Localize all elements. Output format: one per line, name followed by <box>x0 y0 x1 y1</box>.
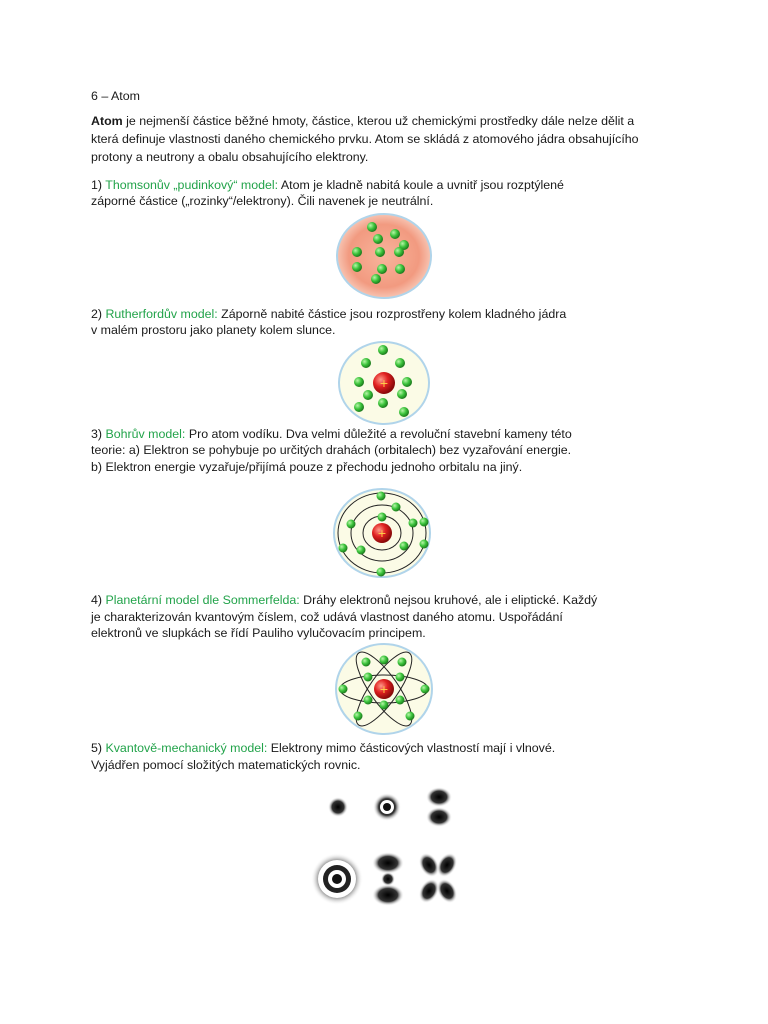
model-4-number: 4) <box>91 593 106 607</box>
intro-line-2: která definuje vlastnosti daného chemického prvku. Atom se skládá z atomového jádra obsahujícího <box>91 132 639 146</box>
orbital-density-figure <box>305 785 475 927</box>
bohr-model-figure <box>331 486 435 580</box>
model-1-line-1 <box>91 177 564 194</box>
model-1-name: Thomsonův „pudinkový“ model: <box>105 178 279 192</box>
model-5-name: Kvantově-mechanický model: <box>105 741 268 755</box>
model-2-line-2: v malém prostoru jako planety kolem slunce. <box>91 323 336 337</box>
model-4-text-1: Dráhy elektronů nejsou kruhové, ale i eliptické. Každý <box>299 593 598 607</box>
sommerfeld-model-figure <box>333 642 437 738</box>
intro-line-3: protony a neutrony a obalu obsahujícího elektrony. <box>91 150 369 164</box>
intro-line-1 <box>91 113 634 130</box>
orbital-2pz <box>426 787 452 827</box>
orbital-3d <box>415 849 462 907</box>
model-3-line-1 <box>91 426 572 443</box>
orbital-3s <box>311 853 363 905</box>
model-5-text-1: Elektrony mimo částicových vlastností mají i vlnové. <box>267 741 556 755</box>
model-3-line-3: b) Elektron energie vyzařuje/přijímá pouze z přechodu jednoho orbitalu na jiný. <box>91 460 523 474</box>
rutherford-model-figure <box>336 339 432 427</box>
intro-term: Atom <box>91 114 123 128</box>
model-5-number: 5) <box>91 741 106 755</box>
orbital-3p <box>372 852 404 906</box>
model-2-name: Rutherfordův model: <box>105 307 218 321</box>
intro-text-1: je nejmenší částice běžné hmoty, částice, kterou už chemickými prostředky dále nelze dělit a <box>122 114 635 128</box>
model-3-text-1: Pro atom vodíku. Dva velmi důležité a revoluční stavební kameny této <box>185 427 572 441</box>
model-1-number: 1) <box>91 178 106 192</box>
model-5-line-2: Vyjádřen pomocí složitých matematických rovnic. <box>91 758 361 772</box>
pudding-sphere <box>337 214 431 298</box>
svg-text:+: + <box>379 377 389 390</box>
model-3-line-2: teorie: a) Elektron se pohybuje po určitých drahách (orbitalech) bez vyzařování energie. <box>91 443 572 457</box>
orbital-1s <box>328 797 348 817</box>
model-3-name: Bohrův model: <box>105 427 186 441</box>
orbital-2s <box>373 793 401 821</box>
model-2-text-1: Záporně nabité částice jsou rozprostřeny kolem kladného jádra <box>217 307 567 321</box>
model-3-number: 3) <box>91 427 106 441</box>
model-4-line-1 <box>91 592 597 609</box>
thomson-model-figure <box>334 212 434 300</box>
model-2-number: 2) <box>91 307 106 321</box>
model-4-line-3: elektronů ve slupkách se řídí Pauliho vylučovacím principem. <box>91 626 426 640</box>
page-heading: 6 – Atom <box>91 89 140 103</box>
model-4-line-2: je charakterizován kvantovým číslem, což udává vlastnost daného atomu. Uspořádání <box>91 610 563 624</box>
model-1-line-2: záporné částice („rozinky“/elektrony). Čili navenek je neutrální. <box>91 194 434 208</box>
svg-text:+: + <box>379 683 389 696</box>
model-5-line-1 <box>91 740 555 757</box>
model-2-line-1 <box>91 306 566 323</box>
svg-text:+: + <box>377 527 387 540</box>
model-4-name: Planetární model dle Sommerfelda: <box>105 593 300 607</box>
model-1-text-1: Atom je kladně nabitá koule a uvnitř jsou rozptýlené <box>278 178 564 192</box>
